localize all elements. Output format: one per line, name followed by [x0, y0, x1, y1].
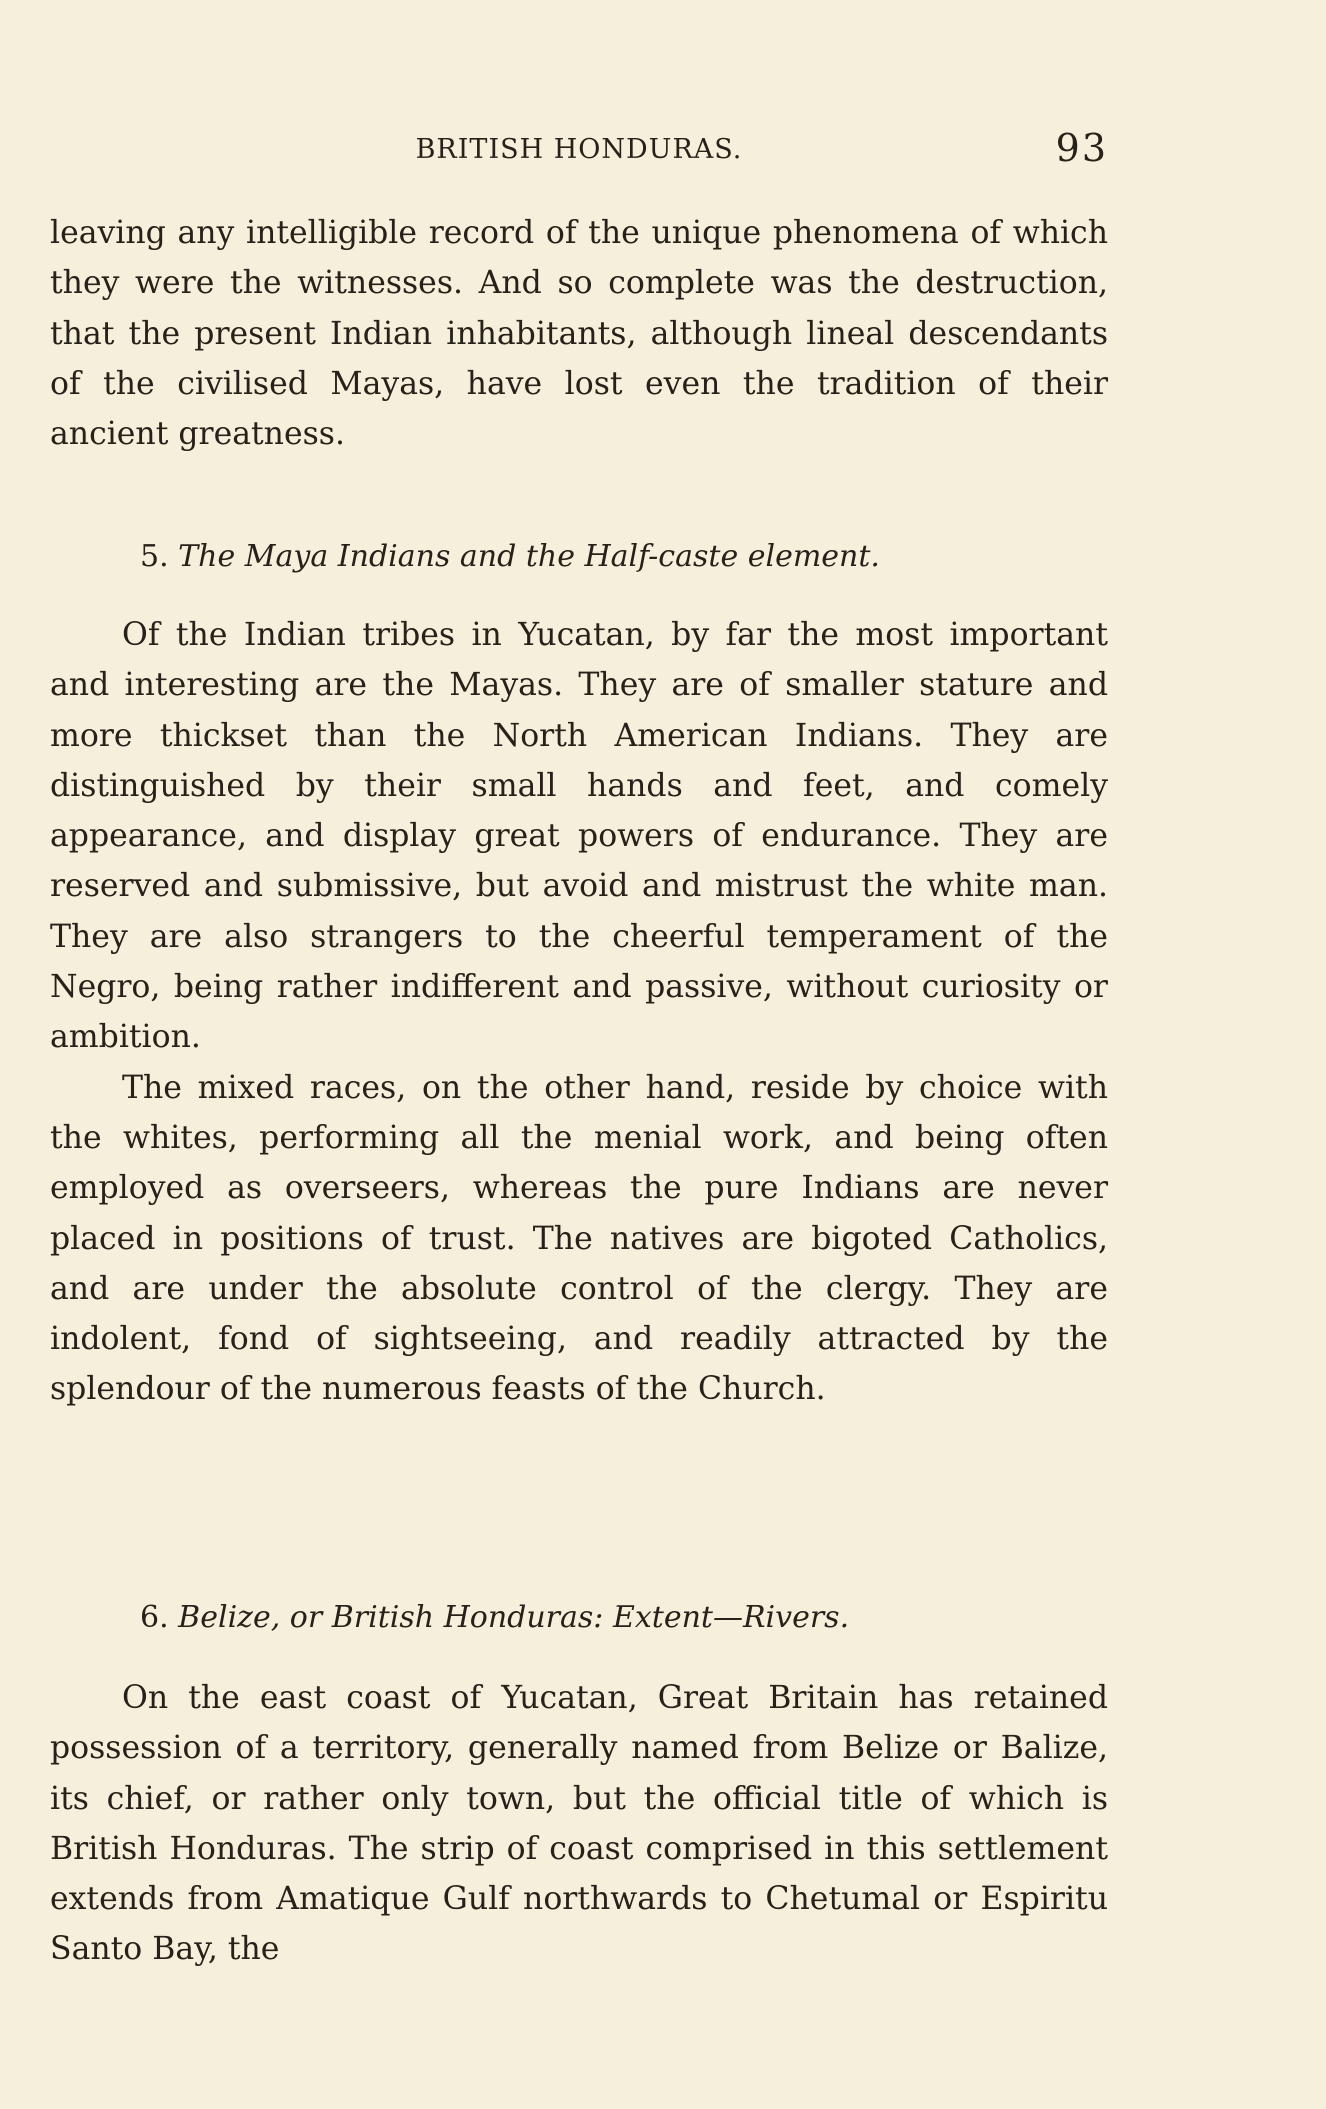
section-6-body — [50, 1673, 1108, 1975]
paragraph: The mixed races, on the other hand, reside by choice with the whites, performing all the menial work, and being often employed as overseers, whereas the pure Indians are never placed in positions of trust. The natives are bigoted Catholics, and are under the absolute control of the clergy. They are indolent, fond of sightseeing, and readily attracted by the splendour of the numerous feasts of the Church. — [50, 1069, 1108, 1408]
running-title: BRITISH HONDURAS. — [415, 134, 743, 165]
section-title: The Maya Indians and the Half-caste element. — [178, 539, 880, 574]
book-page — [50, 0, 1108, 2109]
paragraph-continuation — [50, 208, 1108, 459]
section-heading-6 — [140, 1598, 1108, 1638]
section-number: 5. — [140, 539, 169, 574]
paragraph: On the east coast of Yucatan, Great Britain has retained possession of a territory, generally named from Belize or Balize, its chief, or rather only town, but the official title of which is British Honduras. The strip of coast comprised in this settlement extends from Amatique Gulf northwards to Chetumal or Espiritu Santo Bay, the — [50, 1680, 1108, 1968]
running-head — [50, 128, 1108, 176]
paragraph: leaving any intelligible record of the unique phenomena of which they were the witnesses. And so complete was the destruction, that the present Indian inhabitants, although lineal descendants of the civilised Mayas, have lost even the tradition of their ancient greatness. — [50, 215, 1108, 453]
section-title: Belize, or British Honduras: Extent—Rivers. — [178, 1600, 850, 1635]
paragraph: Of the Indian tribes in Yucatan, by far the most important and interesting are the Mayas. They are of smaller stature and more thickset than the North American Indians. They are distinguished by their small hands and feet, and comely appearance, and display great powers of endurance. They are reserved and submissive, but avoid and mistrust the white man. They are also strangers to the cheerful temperament of the Negro, being rather indifferent and passive, without curiosity or ambition. — [50, 617, 1108, 1056]
page-number: 93 — [1055, 126, 1108, 170]
section-heading-5 — [140, 537, 1108, 577]
section-number: 6. — [140, 1600, 169, 1635]
section-5-body — [50, 610, 1108, 1415]
